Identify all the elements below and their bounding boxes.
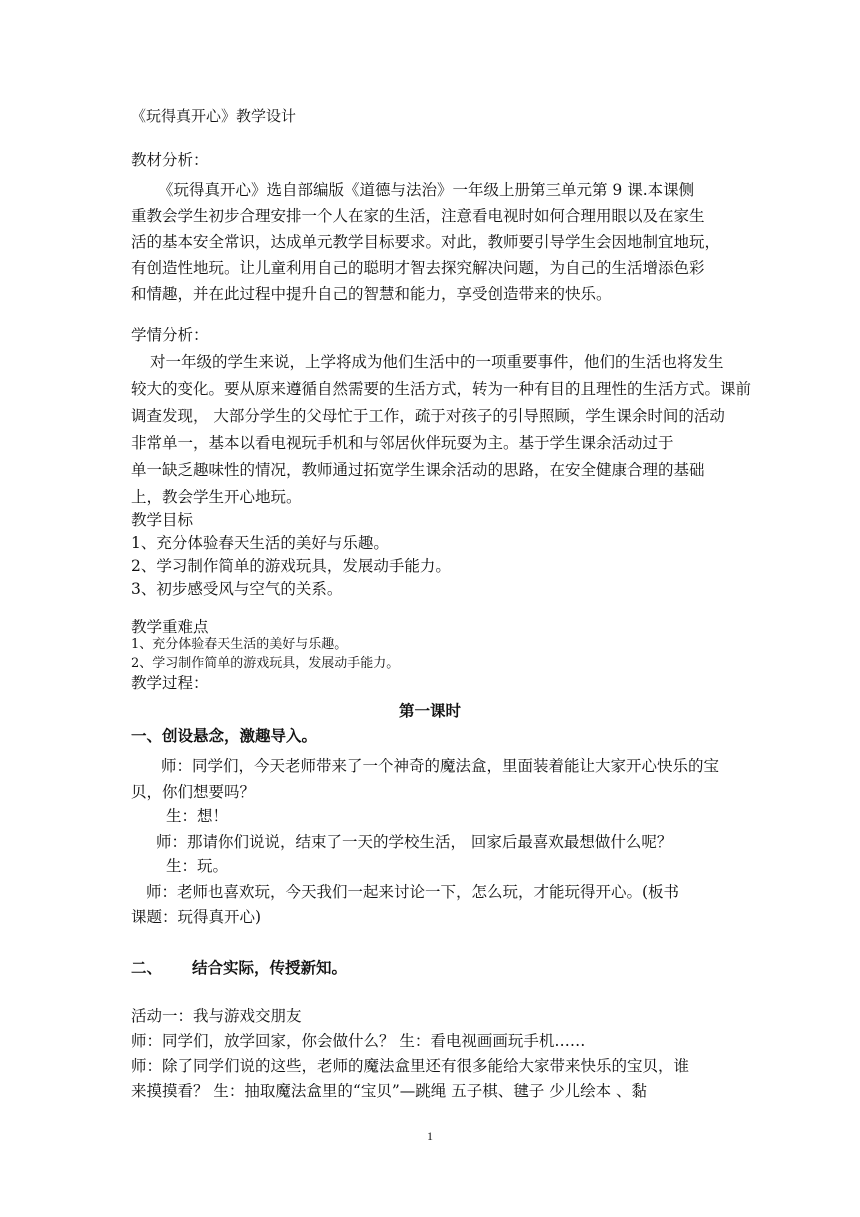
section2-heading: 结合实际，传授新知。: [192, 958, 348, 977]
dialogue-line: 贝，你们想要吗？: [131, 783, 256, 801]
dialogue-line: 生：玩。: [166, 857, 229, 875]
section1-heading: 一、创设悬念，激趣导入。: [131, 726, 318, 745]
goal-item: 2、学习制作简单的游戏玩具，发展动手能力。: [131, 557, 451, 575]
goal-item: 1、充分体验春天生活的美好与乐趣。: [131, 534, 389, 552]
goals-heading: 教学目标: [131, 511, 194, 529]
keypoint-item: 2、学习制作简单的游戏玩具，发展动手能力。: [131, 656, 400, 671]
activity1-heading: 活动一：我与游戏交朋友: [131, 1007, 302, 1025]
section2-number: 二、: [131, 958, 163, 977]
students-line: 对一年级的学生来说，上学将成为他们生活中的一项重要事件，他们的生活也将发生: [150, 353, 724, 371]
material-line: 活的基本安全常识，达成单元教学目标要求。对此，教师要引导学生会因地制宜地玩，: [131, 233, 721, 251]
activity-line: 师：除了同学们说的这些，老师的魔法盒里还有很多能给大家带来快乐的宝贝，谁: [131, 1057, 690, 1075]
students-line: 调查发现， 大部分学生的父母忙于工作，疏于对孩子的引导照顾，学生课余时间的活动: [131, 407, 725, 425]
dialogue-line: 师：那请你们说说，结束了一天的学校生活， 回家后最喜欢最想做什么呢？: [156, 833, 673, 851]
activity-line: 来摸摸看？ 生：抽取魔法盒里的“宝贝”—跳绳 五子棋、毽子 少儿绘本 、黏: [131, 1082, 648, 1100]
material-line: 有创造性地玩。让儿童利用自己的聪明才智去探究解决问题，为自己的生活增添色彩: [131, 259, 705, 277]
material-line: 《玩得真开心》选自部编版《道德与法治》一年级上册第三单元第 9 课.本课侧: [158, 181, 695, 199]
page-number: 1: [427, 1129, 433, 1143]
dialogue-line: 师：老师也喜欢玩，今天我们一起来讨论一下，怎么玩，才能玩得开心。(板书: [146, 883, 680, 901]
keypoints-heading: 教学重难点: [131, 618, 209, 636]
material-line: 和情趣，并在此过程中提升自己的智慧和能力，享受创造带来的快乐。: [131, 285, 612, 303]
students-line: 较大的变化。要从原来遵循自然需要的生活方式，转为一种有目的且理性的生活方式。课前: [131, 380, 752, 398]
document-title: 《玩得真开心》教学设计: [131, 107, 297, 125]
process-heading: 教学过程：: [131, 674, 209, 692]
dialogue-line: 课题：玩得真开心): [131, 908, 262, 926]
material-heading: 教材分析：: [131, 151, 209, 169]
keypoint-item: 1、充分体验春天生活的美好与乐趣。: [131, 637, 348, 652]
activity-line: 师：同学们，放学回家，你会做什么？ 生：看电视画画玩手机……: [131, 1032, 586, 1050]
dialogue-line: 生：想！: [166, 807, 229, 825]
students-heading: 学情分析：: [131, 326, 209, 344]
material-line: 重教会学生初步合理安排一个人在家的生活，注意看电视时如何合理用眼以及在家生: [131, 207, 705, 225]
goal-item: 3、初步感受风与空气的关系。: [131, 580, 343, 598]
lesson-title: 第一课时: [398, 701, 461, 720]
students-line: 单一缺乏趣味性的情况，教师通过拓宽学生课余活动的思路，在安全健康合理的基础: [131, 461, 705, 479]
students-line: 上，教会学生开心地玩。: [131, 488, 302, 506]
students-line: 非常单一，基本以看电视玩手机和与邻居伙伴玩耍为主。基于学生课余活动过于: [131, 434, 674, 452]
dialogue-line: 师：同学们，今天老师带来了一个神奇的魔法盒，里面装着能让大家开心快乐的宝: [161, 757, 720, 775]
